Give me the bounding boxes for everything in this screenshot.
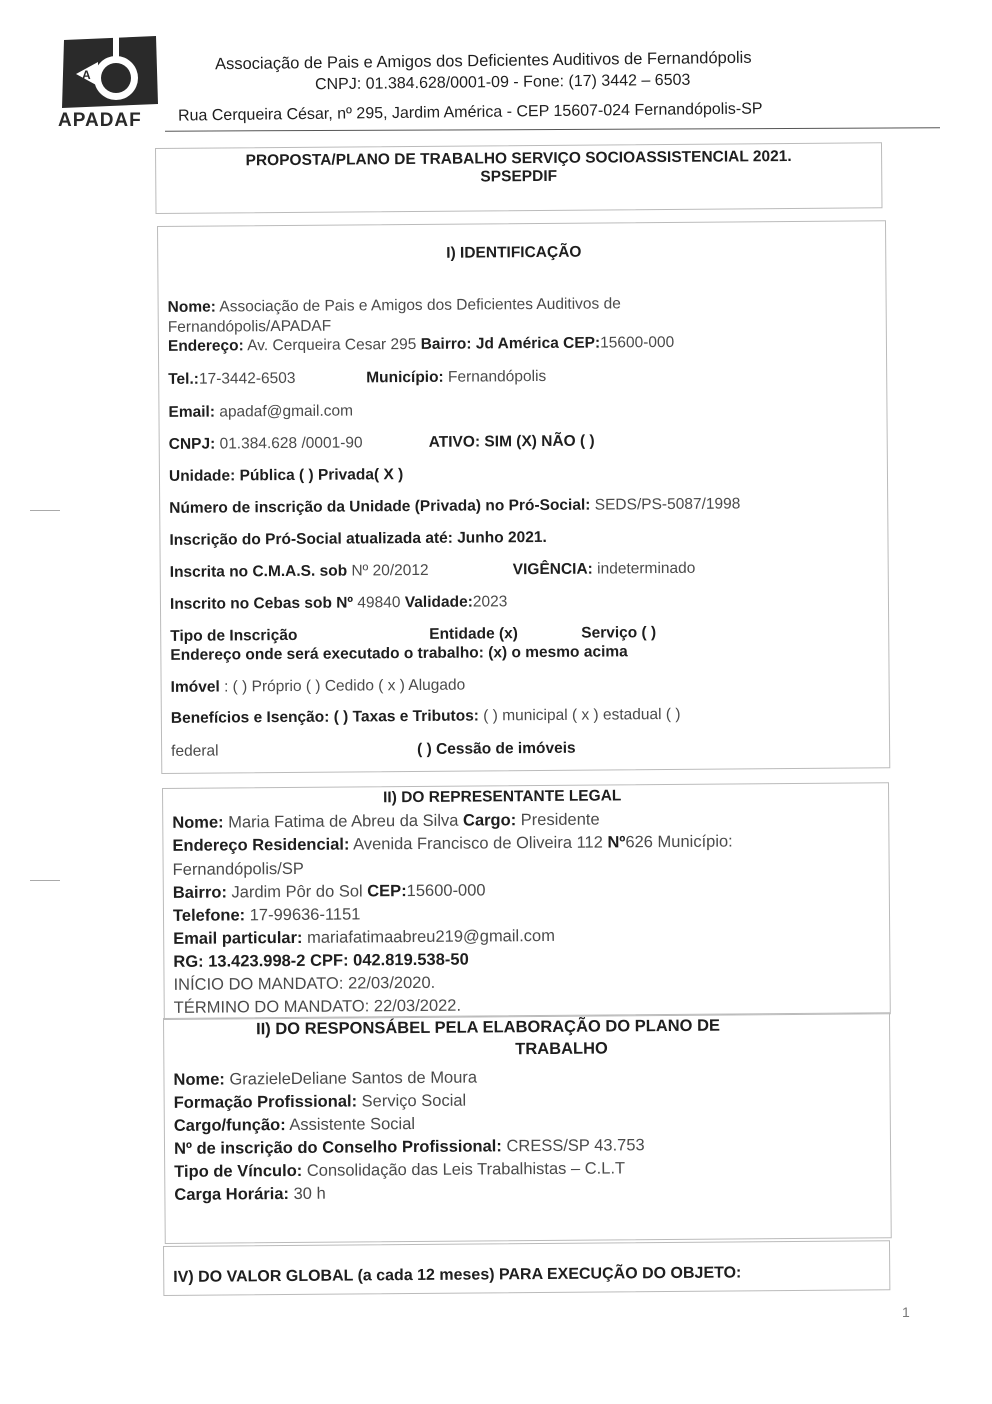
id-unidade: Unidade: Pública ( ) Privada( X ) (168, 466, 404, 485)
apadaf-logo (56, 34, 166, 132)
responsavel-heading-1: II) DO RESPONSÁBEL PELA ELABORAÇÃO DO PLANO DE (256, 1016, 721, 1039)
id-endereco: Endereço: Av. Cerqueira Cesar 295 Bairro: Jd América CEP:15600-000 (167, 333, 675, 355)
resp-vinculo: Tipo de Vínculo: Consolidação das Leis Trabalhistas – C.L.T (174, 1159, 626, 1181)
id-prosocial: Inscrição do Pró-Social atualizada até: Junho 2021. (169, 528, 547, 549)
representante-section (162, 782, 891, 1020)
valor-global-section (163, 1240, 890, 1296)
scan-mark-1 (30, 510, 60, 511)
header-divider (165, 127, 940, 131)
identificacao-heading: I) IDENTIFICAÇÃO (446, 243, 582, 262)
logo-mark: A (82, 68, 91, 82)
rep-bairro: Bairro: Jardim Pôr do Sol CEP:15600-000 (172, 881, 486, 902)
id-federal: federal (171, 742, 219, 760)
doc-title-line1: PROPOSTA/PLANO DE TRABALHO SERVIÇO SOCIOASSISTENCIAL 2021. (245, 148, 792, 170)
id-endereco-exec: Endereço onde será executado o trabalho: (x) o mesmo acima (170, 643, 628, 664)
rep-telefone: Telefone: 17-99636-1151 (172, 905, 361, 925)
valor-global-heading: IV) DO VALOR GLOBAL (a cada 12 meses) PARA EXECUÇÃO DO OBJETO: (173, 1264, 742, 1286)
id-inscricao-unidade: Número de inscrição da Unidade (Privada) no Pró-Social: SEDS/PS-5087/1998 (169, 495, 741, 517)
page-number: 1 (902, 1304, 910, 1320)
resp-formacao: Formação Profissional: Serviço Social (173, 1091, 467, 1112)
id-cmas: Inscrita no C.M.A.S. sob Nº 20/2012 (169, 561, 429, 581)
id-email: Email: apadaf@gmail.com (168, 402, 354, 421)
rep-nome: Nome: Maria Fatima de Abreu da Silva Cargo: Presidente (172, 810, 600, 832)
org-name: Associação de Pais e Amigos dos Deficientes Auditivos de Fernandópolis (214, 48, 752, 74)
resp-conselho: Nº de inscrição do Conselho Profissional: CRESS/SP 43.753 (173, 1136, 645, 1158)
representante-heading: II) DO REPRESENTANTE LEGAL (383, 787, 622, 807)
responsavel-section (163, 1012, 892, 1244)
id-nome-cont: Fernandópolis/APADAF (167, 317, 332, 336)
resp-cargo: Cargo/função: Assistente Social (173, 1115, 416, 1135)
id-nome: Nome: Associação de Pais e Amigos dos Deficientes Auditivos de (167, 295, 621, 316)
rep-email: Email particular: mariafatimaabreu219@gmail.com (173, 926, 555, 948)
id-telefone: Tel.:17-3442-6503 (168, 369, 296, 388)
identificacao-section (157, 220, 890, 774)
id-cebas: Inscrito no Cebas sob Nº 49840 Validade:2023 (169, 593, 508, 613)
rep-inicio-mandato: INÍCIO DO MANDATO: 22/03/2020. (173, 973, 436, 994)
rep-endereco: Endereço Residencial: Avenida Francisco de Oliveira 112 Nº626 Município: (172, 832, 733, 855)
org-address: Rua Cerqueira César, nº 295, Jardim América - CEP 15607-024 Fernandópolis-SP (177, 100, 763, 125)
resp-carga-horaria: Carga Horária: 30 h (174, 1184, 326, 1204)
rep-cidade: Fernandópolis/SP (172, 859, 304, 879)
id-ativo: ATIVO: SIM (X) NÃO ( ) (428, 432, 595, 451)
rep-termino-mandato: TÉRMINO DO MANDATO: 22/03/2022. (173, 996, 462, 1017)
id-imovel: Imóvel : ( ) Próprio ( ) Cedido ( x ) Alugado (170, 676, 466, 696)
id-cessao: ( ) Cessão de imóveis (417, 739, 576, 758)
org-cnpj: CNPJ: 01.384.628/0001-09 - Fone: (17) 3442 – 6503 (314, 71, 691, 94)
doc-title-line2: SPSEPDIF (480, 167, 558, 186)
id-municipio: Município: Fernandópolis (366, 367, 547, 387)
id-beneficios: Benefícios e Isenção: ( ) Taxas e Tributos: ( ) municipal ( x ) estadual ( ) (170, 705, 681, 727)
responsavel-heading-2: TRABALHO (515, 1039, 608, 1059)
resp-nome: Nome: GrazieleDeliane Santos de Moura (173, 1068, 478, 1089)
id-entidade: Entidade (x) (429, 625, 518, 643)
id-servico: Serviço ( ) (581, 624, 657, 642)
id-cnpj: CNPJ: 01.384.628 /0001-90 (168, 434, 363, 453)
id-tipo-inscricao: Tipo de Inscrição (170, 626, 298, 645)
rep-rg-cpf: RG: 13.423.998-2 CPF: 042.819.538-50 (173, 950, 469, 971)
logo-text: APADAF (58, 110, 142, 131)
id-vigencia: VIGÊNCIA: indeterminado (512, 559, 696, 579)
scan-mark-2 (30, 880, 60, 881)
title-box (155, 142, 882, 214)
